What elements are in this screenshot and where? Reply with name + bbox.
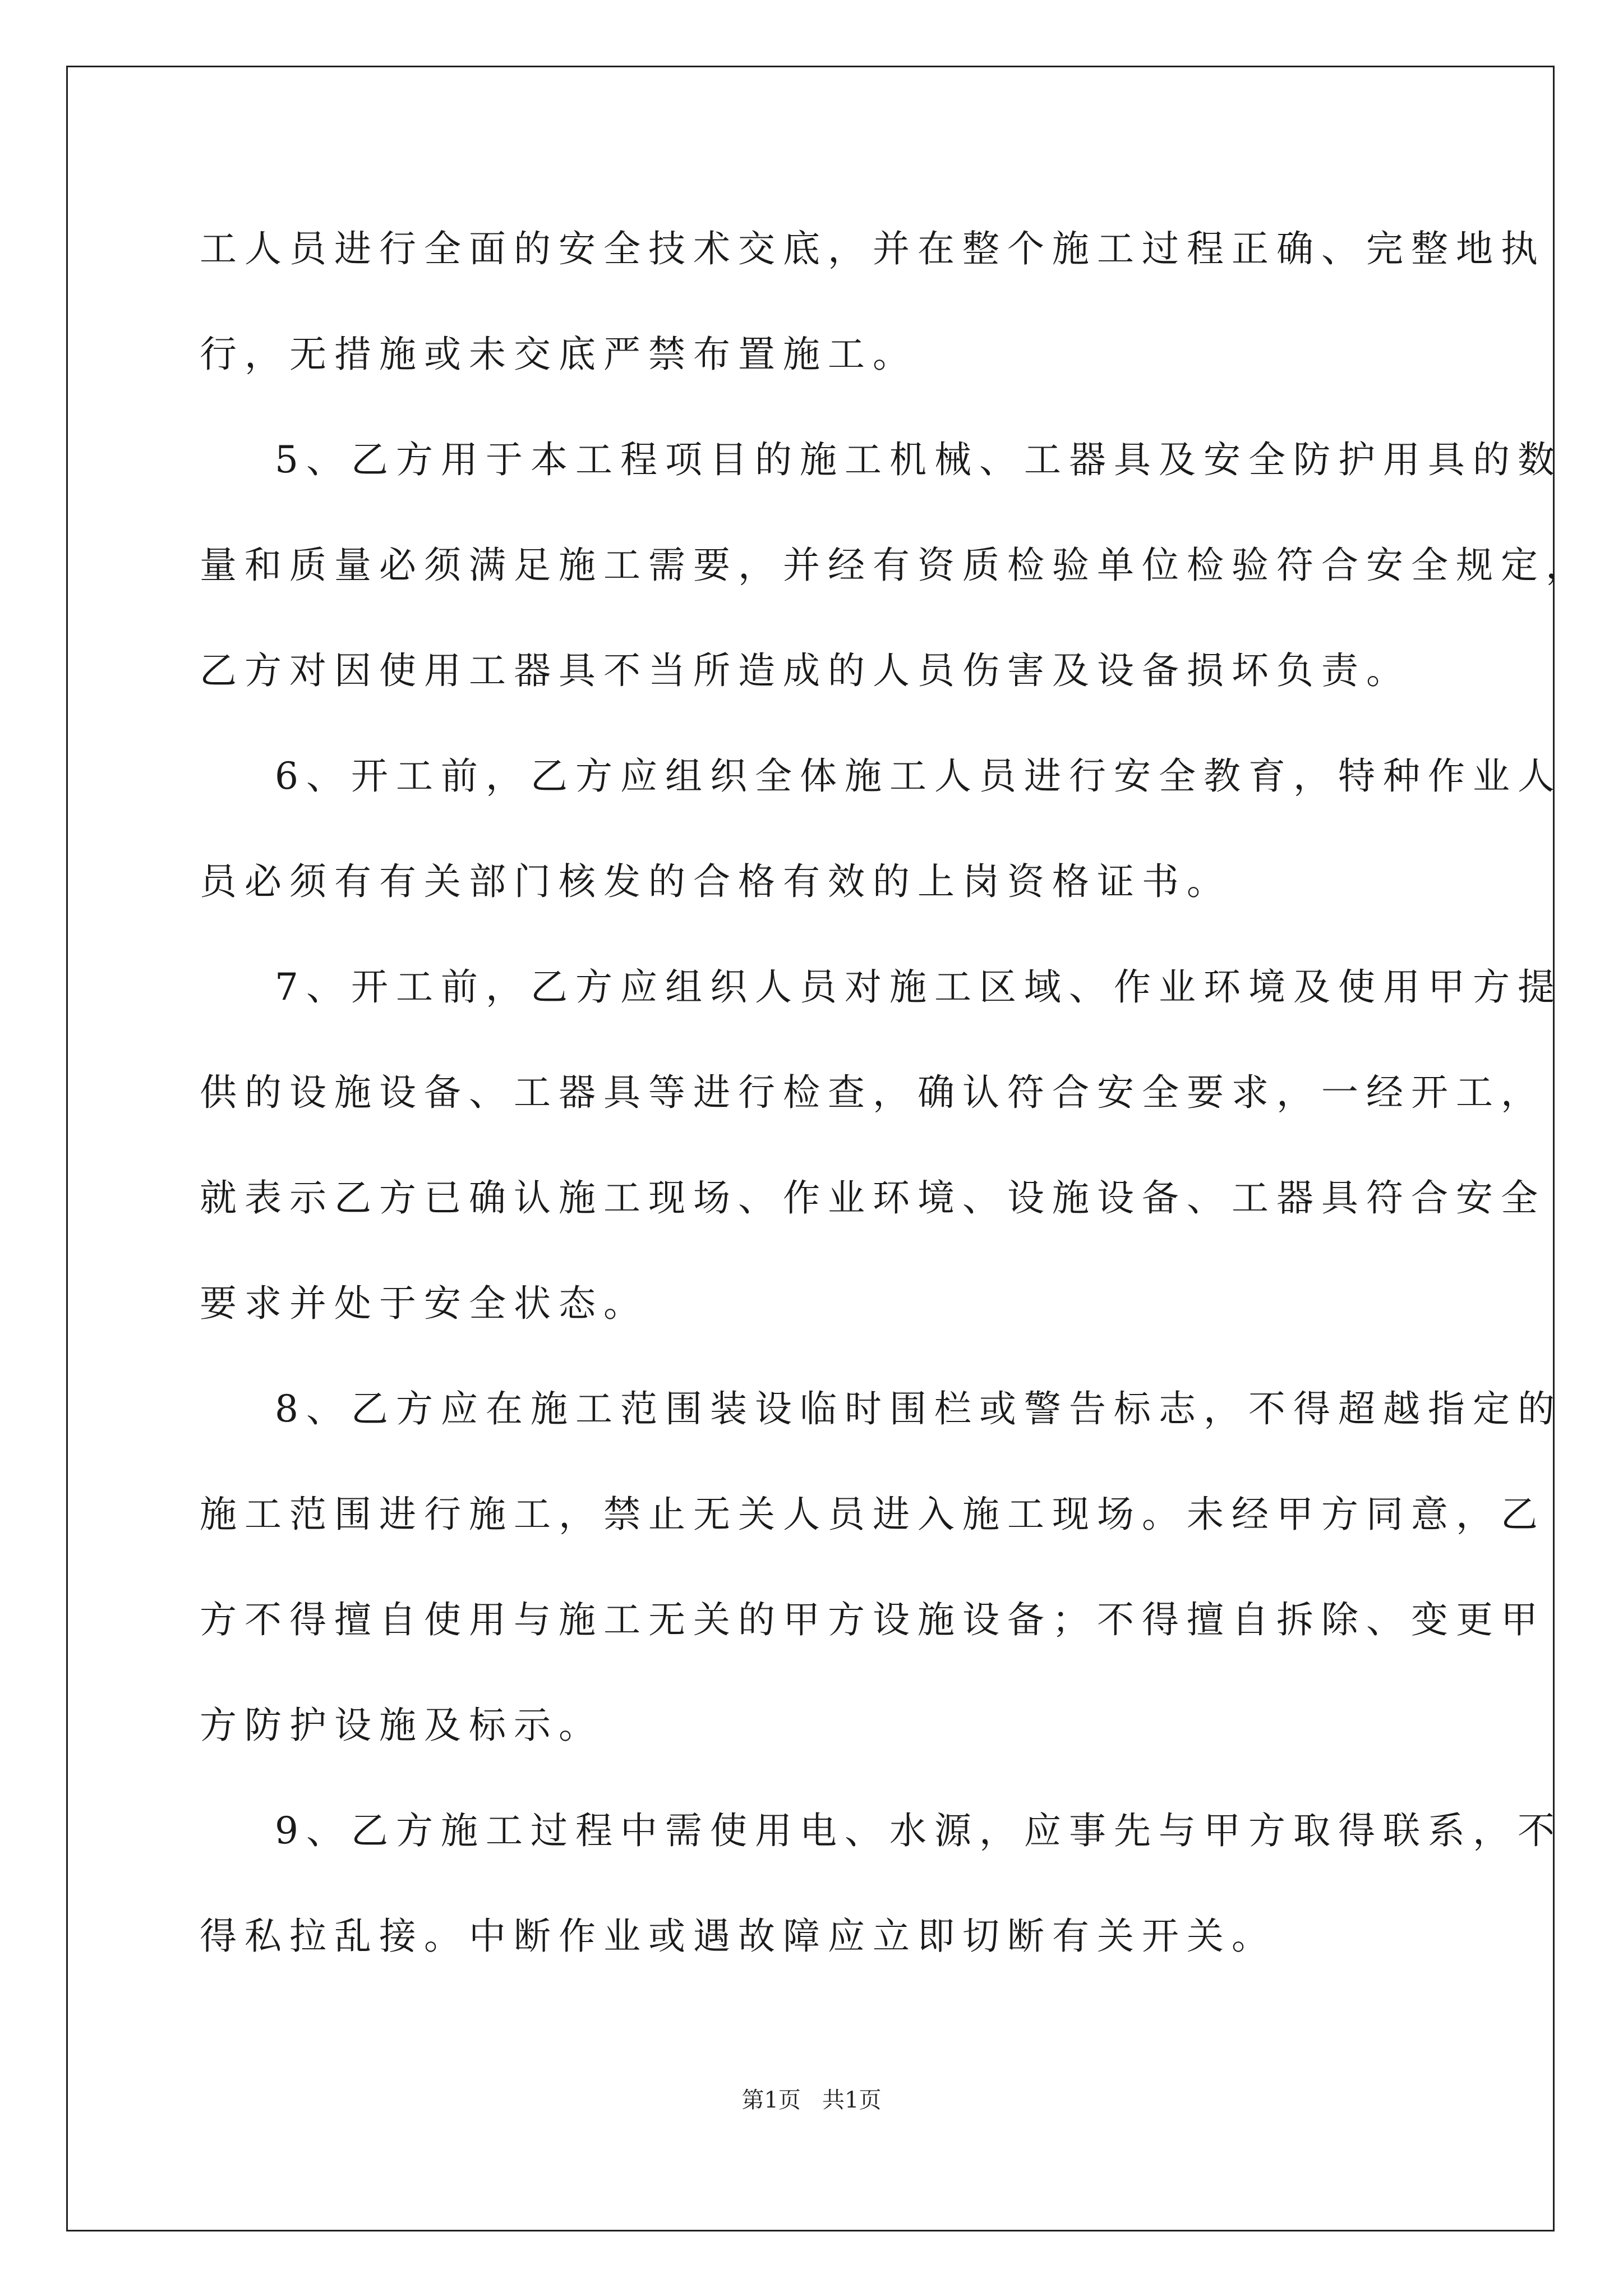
paragraph-5-start: 5、乙方用于本工程项目的施工机械、工器具及安全防护用具的数 [275,438,1562,481]
text-line: 施工范围进行施工，禁止无关人员进入施工现场。未经甲方同意，乙 [200,1493,1546,1536]
text-line: 方防护设施及标示。 [200,1704,603,1747]
paragraph-8-start: 8、乙方应在施工范围装设临时围栏或警告标志，不得超越指定的 [275,1387,1562,1430]
text-line: 要求并处于安全状态。 [200,1282,648,1325]
text-line: 乙方对因使用工器具不当所造成的人员伤害及设备损坏负责。 [200,649,1411,692]
paragraph-6-start: 6、开工前，乙方应组织全体施工人员进行安全教育，特种作业人 [275,754,1562,798]
page-footer: 第1页 共1页 [741,2087,882,2113]
text-line: 得私拉乱接。中断作业或遇故障应立即切断有关开关。 [200,1915,1276,1958]
paragraph-7-start: 7、开工前，乙方应组织人员对施工区域、作业环境及使用甲方提 [275,965,1562,1009]
document-body [200,216,1590,2009]
text-line: 供的设施设备、工器具等进行检查，确认符合安全要求，一经开工， [200,1071,1546,1114]
text-line: 工人员进行全面的安全技术交底，并在整个施工过程正确、完整地执 [200,227,1546,270]
text-line: 行，无措施或未交底严禁布置施工。 [200,333,917,376]
text-line: 就表示乙方已确认施工现场、作业环境、设施设备、工器具符合安全 [200,1176,1546,1220]
paragraph-9-start: 9、乙方施工过程中需使用电、水源，应事先与甲方取得联系，不 [275,1809,1562,1852]
text-line: 方不得擅自使用与施工无关的甲方设施设备；不得擅自拆除、变更甲 [200,1598,1546,1641]
text-line: 量和质量必须满足施工需要，并经有资质检验单位检验符合安全规定， [200,544,1590,587]
text-line: 员必须有有关部门核发的合格有效的上岗资格证书。 [200,860,1232,903]
